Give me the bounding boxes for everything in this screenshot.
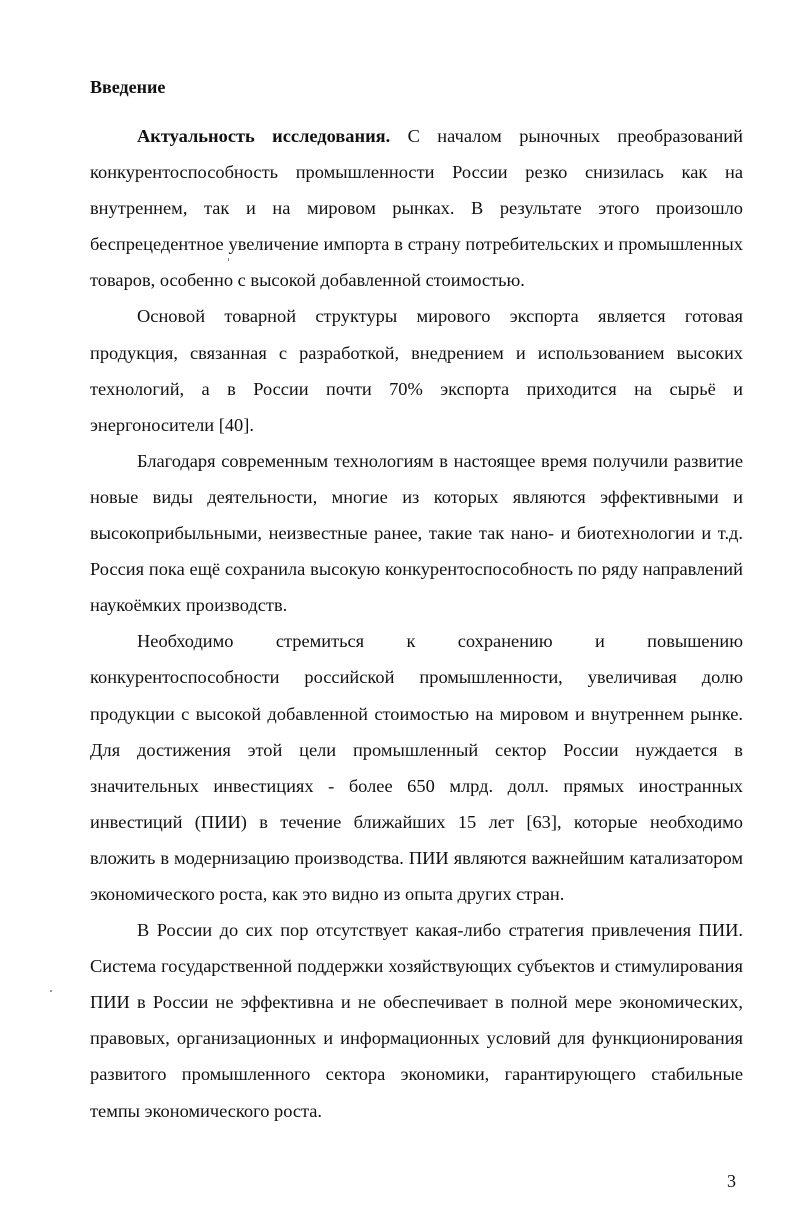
paragraph-export-structure: Основой товарной структуры мирового экспорта является готовая продукция, связанная с разработкой, внедрением и использованием высоких технологий, а в России почти 70% экспорта приходится на сырьё и энергоносители [40].: [90, 306, 743, 435]
paragraph-text: С началом рыночных преобразований конкурентоспособность промышленности России резко снизилась как на внутреннем, так и на мировом рынках. В результате этого произошло беспрецедентное увеличение импорта в страну потребительских и промышленных товаров, особенно с высокой добавленной стоимостью.: [90, 126, 743, 291]
section-heading: Введение: [90, 77, 166, 97]
page-number: 3: [727, 1171, 736, 1191]
scan-speck: [228, 258, 229, 261]
paragraph-lead: Актуальность исследования.: [137, 126, 391, 146]
paragraph-technologies: Благодаря современным технологиям в настоящее время получили развитие новые виды деятельности, многие из которых являются эффективными и высокоприбыльными, неизвестные ранее, такие так нано- и биотехнологии и т.д. Россия пока ещё сохранила высокую конкурентоспособность по ряду направлений наукоёмких производств.: [90, 450, 743, 616]
scan-speck: [50, 990, 52, 992]
paragraph-investments: Необходимо стремиться к сохранению и повышению конкурентоспособности российской промышленности, увеличивая долю продукции с высокой добавленной стоимостью на мировом и внутреннем рынке. Для достижения этой цели промышленный сектор России нуждается в значительных инвестициях - более 650 млрд. долл. прямых иностранных инвестиций (ПИИ) в течение ближайших 15 лет [63], которые необходимо вложить в модернизацию производства. ПИИ являются важнейшим катализатором экономического роста, как это видно из опыта других стран.: [90, 631, 743, 904]
document-body: [90, 118, 743, 1129]
paragraph-strategy: В России до сих пор отсутствует какая-либо стратегия привлечения ПИИ. Система государственной поддержки хозяйствующих субъектов и стимулирования ПИИ в России не эффективна и не обеспечивает в полной мере экономических, правовых, организационных и информационных условий для функционирования развитого промышленного сектора экономики, гарантирующего стабильные темпы экономического роста.: [90, 920, 743, 1121]
paragraph-relevance: [90, 118, 743, 298]
